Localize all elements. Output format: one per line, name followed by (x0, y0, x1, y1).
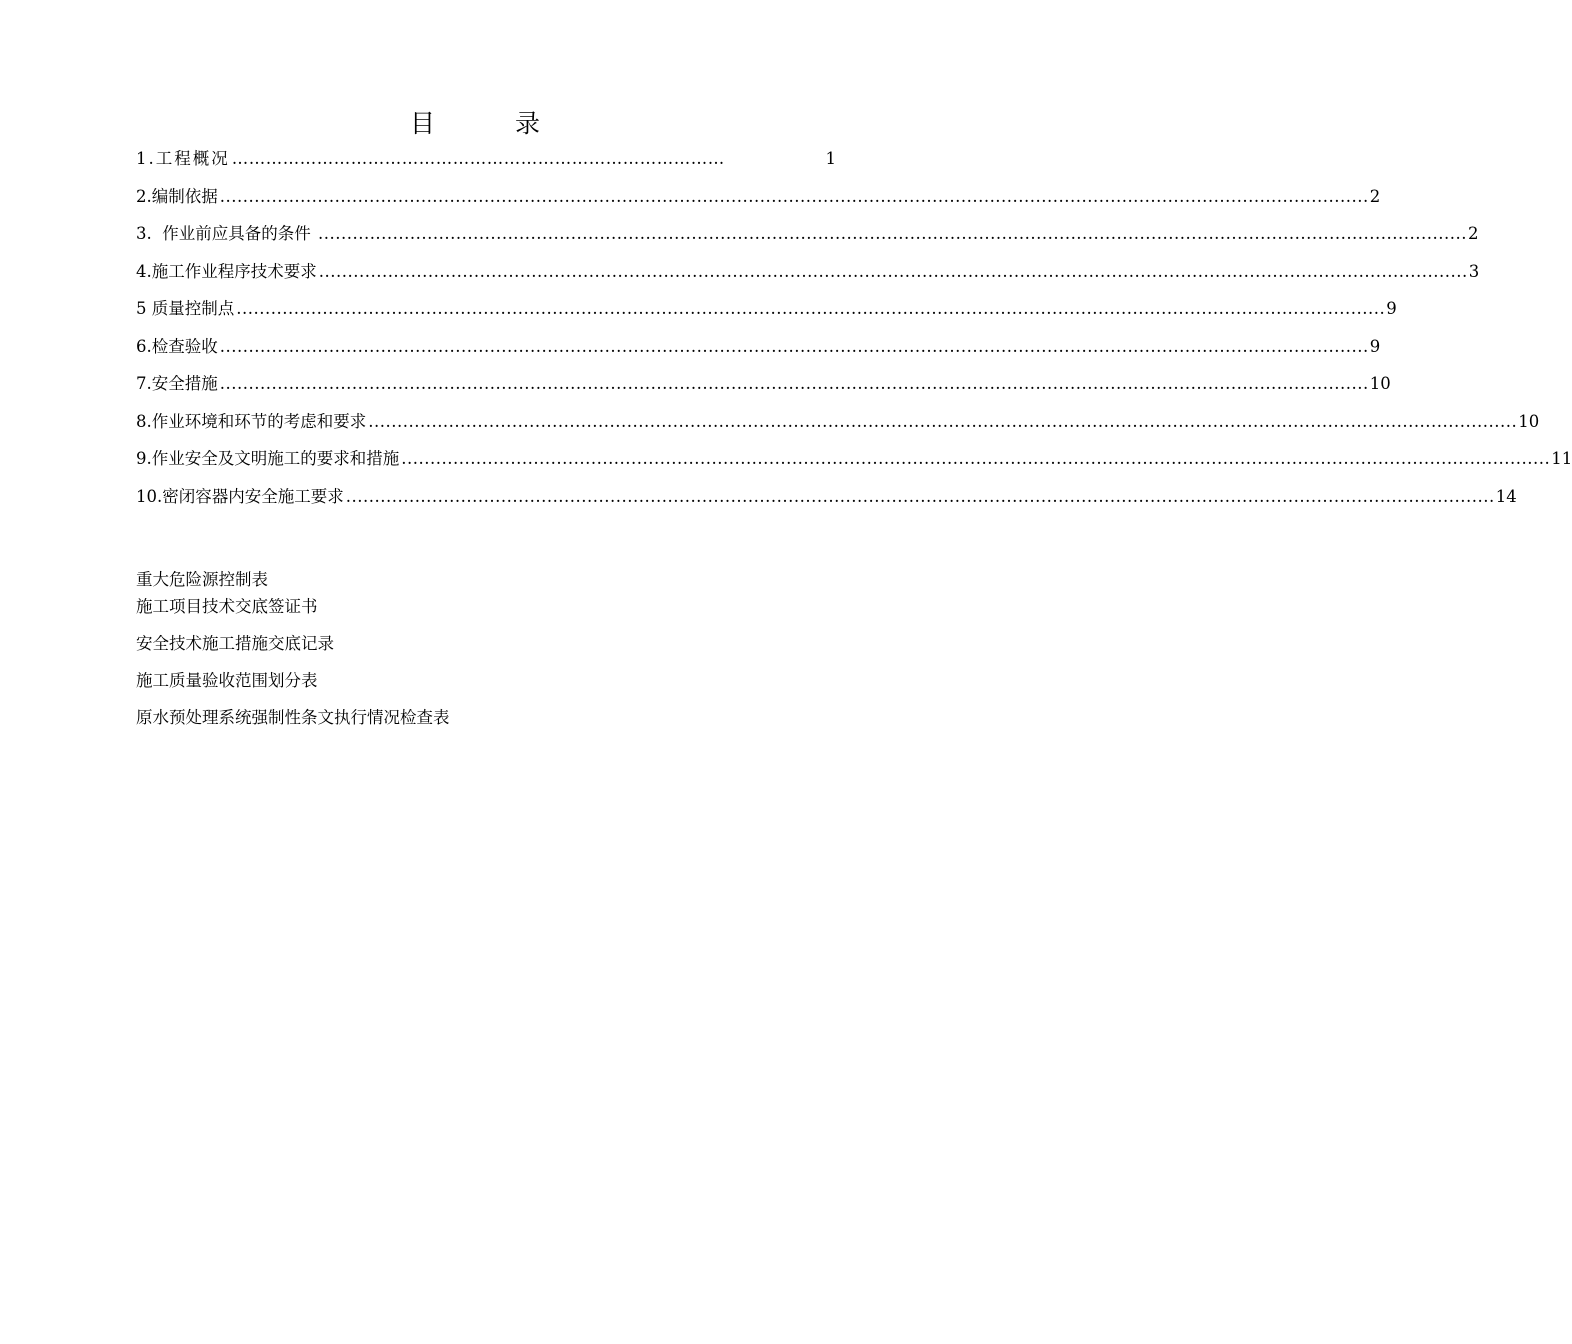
toc-entry-label: 2.编制依据 (136, 186, 218, 206)
toc-leader-dots: ........................................................................................................................................................................................................ (345, 486, 1495, 506)
toc-entry-page: 10 (1518, 411, 1540, 431)
toc-leader-dots: ........................................................................................................................................................................................................ (236, 299, 1386, 318)
attachment-item: 重大危险源控制表 (136, 570, 268, 589)
toc-entry-label: 5 质量控制点 (136, 299, 235, 318)
toc-entry[interactable] (136, 183, 1381, 221)
toc-entry-page: 9 (1386, 299, 1397, 318)
toc-entry[interactable] (136, 483, 1517, 521)
toc-entry-label: 8.作业环境和环节的考虑和要求 (136, 411, 367, 431)
toc-leader-dots: …………………………………………………………………………… (231, 149, 725, 168)
toc-entry-page: 2 (1467, 224, 1479, 243)
table-of-contents (136, 145, 1572, 520)
toc-entry-label: 4.施工作业程序技术要求 (136, 261, 317, 281)
attachment-item: 施工质量验收范围划分表 (136, 671, 318, 690)
toc-entry-page: 10 (1369, 374, 1391, 393)
toc-heading: 目 录 (410, 109, 576, 138)
toc-entry-label: 6.检查验收 (136, 336, 218, 356)
toc-entry-page: 2 (1369, 186, 1381, 206)
toc-entry-label: 7.安全措施 (136, 374, 218, 393)
toc-entry-page: 11 (1551, 449, 1572, 468)
toc-entry-page: 9 (1369, 336, 1381, 356)
toc-entry-label: 1.工程概况 (136, 149, 230, 168)
toc-leader-dots: ........................................................................................................................................................................................................ (219, 336, 1369, 356)
toc-entry[interactable] (136, 408, 1540, 446)
attachment-list (136, 566, 450, 741)
toc-entry-label: 9.作业安全及文明施工的要求和措施 (136, 449, 400, 468)
toc-entry-page: 14 (1495, 486, 1517, 506)
toc-entry-label: 10.密闭容器内安全施工要求 (136, 486, 344, 506)
toc-leader-dots: ........................................................................................................................................................................................................ (219, 186, 1369, 206)
toc-entry-page: 1 (825, 149, 836, 168)
attachment-item: 施工项目技术交底签证书 (136, 597, 318, 616)
toc-leader-dots: ........................................................................................................................................................................................................ (368, 411, 1518, 431)
attachment-item: 安全技术施工措施交底记录 (136, 634, 334, 653)
toc-entry[interactable] (136, 370, 1391, 408)
toc-leader-dots: ........................................................................................................................................................................................................ (219, 374, 1369, 393)
toc-leader-dots: ........................................................................................................................................................................................................ (317, 224, 1467, 243)
toc-entry[interactable] (136, 333, 1381, 371)
toc-entry[interactable] (136, 220, 1479, 258)
toc-leader-dots: ........................................................................................................................................................................................................ (318, 261, 1468, 281)
toc-entry-page: 3 (1468, 261, 1480, 281)
toc-leader-dots: ........................................................................................................................................................................................................ (401, 449, 1551, 468)
toc-entry-label: 3. 作业前应具备的条件 (136, 224, 316, 243)
toc-entry[interactable] (136, 145, 836, 183)
toc-entry[interactable] (136, 445, 1572, 483)
attachment-item: 原水预处理系统强制性条文执行情况检查表 (136, 708, 450, 727)
toc-entry[interactable] (136, 295, 1397, 333)
toc-entry[interactable] (136, 258, 1480, 296)
